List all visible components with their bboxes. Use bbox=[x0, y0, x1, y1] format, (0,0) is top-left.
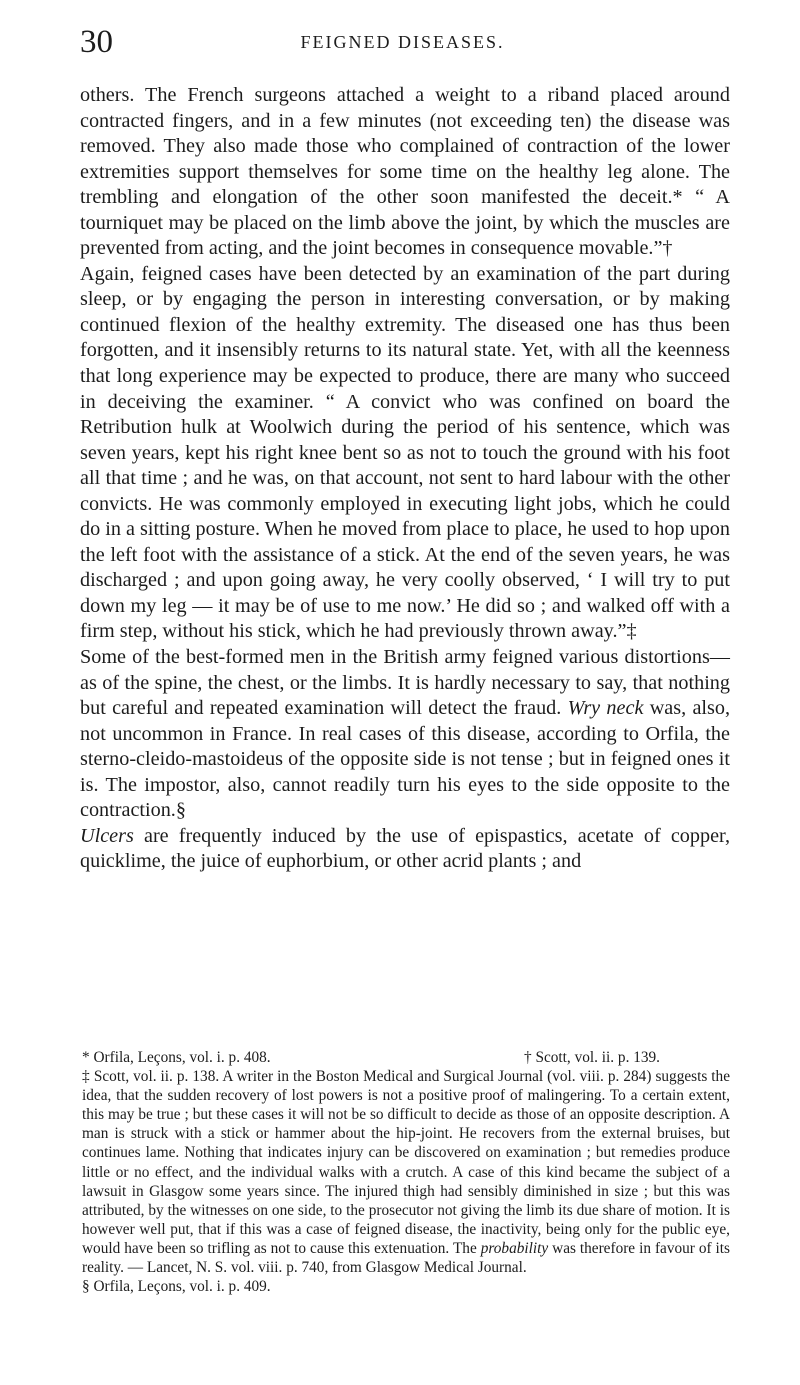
ulcers-term: Ulcers bbox=[80, 824, 134, 847]
paragraph-3-rest: was, also, not uncommon in France. In real cases of this disease, according to Orfila, the sterno-cleido-mastoideus of the opposite side is not tense ; but in feigned ones it is. The impostor, also, cannot readily turn his eyes to the side opposite to the contraction.§ bbox=[80, 697, 731, 822]
running-head: FEIGNED DISEASES. bbox=[300, 32, 505, 52]
footnote-orfila-409: § Orfila, Leçons, vol. i. p. 409. bbox=[82, 1278, 271, 1296]
paragraph-3 bbox=[80, 645, 730, 824]
paragraph-2: Again, feigned cases have been detected by an examination of the part during sleep, or by engaging the person in interesting conversation, or by making continued flexion of the healthy extremity. The diseased one has thus been forgotten, and it insensibly returns to its natural state. Yet, with all the keenness that long experience may be expected to produce, there are many who succeed in deceiving the examiner. “ A convict who was confined on board the Retribution hulk at Woolwich during the period of his sentence, which was seven years, kept his right knee bent so as not to touch the ground with his foot all that time ; and he was, on that account, not sent to hard labour with the other convicts. He was commonly employed in executing light jobs, which he could do in a sitting posture. When he moved from place to place, he used to hop upon the left foot with the assistance of a stick. At the end of the seven years, he was discharged ; and upon going away, he very coolly observed, ‘ I will try to put down my leg — it may be of use to me now.’ He did so ; and walked off with a firm step, without his stick, which he had previously thrown away.”‡ bbox=[80, 262, 730, 643]
footnote-scott-139: † Scott, vol. ii. p. 139. bbox=[524, 1049, 660, 1066]
footnote-scott-138 bbox=[80, 1067, 730, 1277]
footnote-row-1 bbox=[80, 1048, 730, 1067]
footnote-orfila-408: * Orfila, Leçons, vol. i. p. 408. bbox=[82, 1049, 271, 1066]
page-header bbox=[80, 20, 725, 64]
paragraph-4 bbox=[80, 824, 730, 875]
footnotes bbox=[80, 1048, 730, 1296]
body-text bbox=[80, 83, 730, 875]
wry-neck-term: Wry neck bbox=[567, 697, 644, 720]
probability-term: probability bbox=[480, 1239, 549, 1257]
paragraph-4-text: are frequently induced by the use of epispastics, acetate of copper, quicklime, the juice of euphorbium, or other acrid plants ; and bbox=[80, 824, 731, 873]
paragraph-3-text: Some of the best-formed men in the British army feigned various distortions—as of the spine, the chest, or the limbs. It is hardly necessary to say, that nothing but careful and repeated examination will detect the fraud. bbox=[80, 646, 730, 720]
page-number: 30 bbox=[80, 24, 113, 60]
footnote-scott-138-rest: was therefore in favour of its reality. — Lancet, N. S. vol. viii. p. 740, from Glasgow Medical Journal. bbox=[82, 1239, 731, 1277]
footnote-scott-138-text: ‡ Scott, vol. ii. p. 138. A writer in the Boston Medical and Surgical Journal (vol. viii. p. 284) suggests the idea, that the sudden recovery of lost powers is not a positive proof of malingering. To a certain extent, this may be true ; but these cases it will not be so difficult to decide as those of an opposite description. A man is struck with a stick or hammer about the hip-joint. He recovers from the external bruises, but continues lame. Nothing that indicates injury can be discovered on examination ; but remedies produce little or no effect, and the individual walks with a crutch. A case of this kind became the subject of a lawsuit in Glasgow some years since. The injured thigh had sensibly diminished in size ; but this was attributed, by the witnesses on one side, to the prosecutor not giving the limb its due share of motion. It is however well put, that if this was a case of feigned disease, the inactivity, being only for the public eye, would have been so trifling as not to cause this extenuation. The bbox=[82, 1068, 730, 1257]
paragraph-1: others. The French surgeons attached a weight to a riband placed around contracted fingers, and in a few minutes (not exceeding ten) the disease was removed. They also made those who complained of contraction of the lower extremities support themselves for some time on the healthy leg alone. The trembling and elongation of the other soon manifested the deceit.* “ A tourniquet may be placed on the limb above the joint, by which the muscles are prevented from acting, and the joint becomes in consequence movable.”† bbox=[80, 84, 730, 260]
